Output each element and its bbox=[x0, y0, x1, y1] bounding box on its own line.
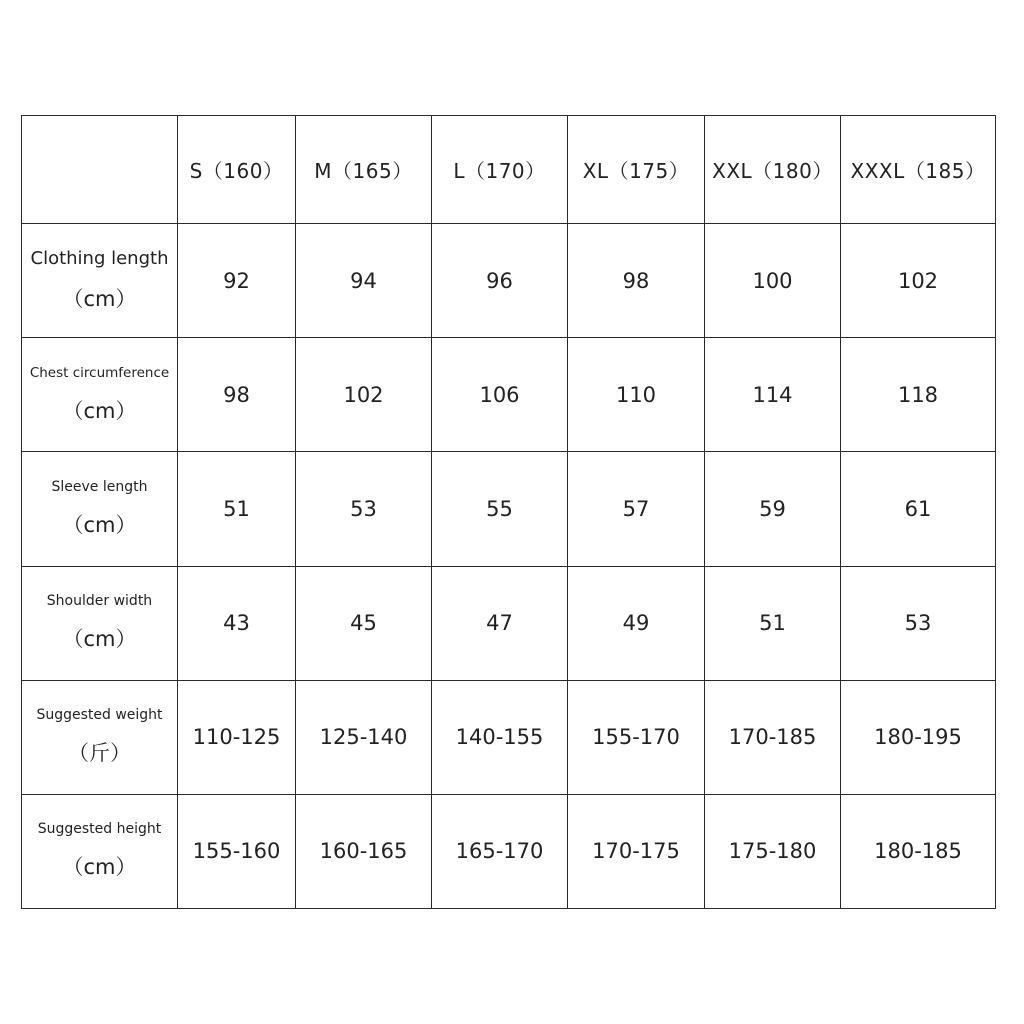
cell-value: 53 bbox=[350, 496, 377, 521]
table-cell bbox=[568, 566, 705, 680]
cell-value: 98 bbox=[223, 382, 250, 407]
cell-value: 55 bbox=[486, 496, 513, 521]
cell-value: 102 bbox=[343, 382, 384, 407]
row-header bbox=[22, 338, 178, 452]
corner-cell bbox=[22, 116, 178, 224]
row-unit: （cm） bbox=[62, 287, 137, 312]
cell-value: 170-175 bbox=[592, 839, 680, 864]
table-cell bbox=[841, 680, 996, 794]
table-row-shoulder-width bbox=[22, 566, 996, 680]
table-cell bbox=[178, 224, 296, 338]
column-header-m bbox=[296, 116, 432, 224]
cell-value: 51 bbox=[759, 611, 786, 636]
table-cell bbox=[296, 794, 432, 908]
column-header-l bbox=[432, 116, 568, 224]
table-cell bbox=[296, 680, 432, 794]
table-cell bbox=[432, 680, 568, 794]
cell-value: 170-185 bbox=[728, 725, 817, 750]
table-cell bbox=[841, 452, 996, 566]
table-row-clothing-length bbox=[22, 224, 996, 338]
row-label: Sleeve length bbox=[51, 478, 148, 495]
table-cell bbox=[296, 566, 432, 680]
table-cell bbox=[568, 224, 705, 338]
header-row bbox=[22, 116, 996, 224]
column-label: XXXL（185） bbox=[850, 159, 986, 184]
table-cell bbox=[178, 338, 296, 452]
row-unit: （cm） bbox=[62, 512, 137, 537]
table-cell bbox=[568, 680, 705, 794]
table-row-suggested-height bbox=[22, 794, 996, 908]
table-cell bbox=[432, 794, 568, 908]
table-cell bbox=[432, 566, 568, 680]
cell-value: 155-160 bbox=[192, 839, 281, 864]
column-label: XL（175） bbox=[582, 159, 690, 184]
table-cell bbox=[296, 452, 432, 566]
row-header bbox=[22, 680, 178, 794]
cell-value: 49 bbox=[622, 611, 650, 636]
cell-value: 100 bbox=[752, 268, 793, 293]
cell-value: 110 bbox=[615, 382, 657, 407]
table-cell bbox=[568, 452, 705, 566]
table-cell bbox=[841, 224, 996, 338]
table-cell bbox=[178, 794, 296, 908]
cell-value: 98 bbox=[622, 268, 650, 293]
column-header-xxxl bbox=[841, 116, 996, 224]
cell-value: 59 bbox=[759, 496, 786, 521]
row-label: Shoulder width bbox=[46, 593, 153, 610]
cell-value: 106 bbox=[479, 382, 520, 407]
table-row-suggested-weight bbox=[22, 680, 996, 794]
column-label: L（170） bbox=[453, 159, 546, 184]
cell-value: 45 bbox=[350, 611, 377, 636]
table-row-sleeve-length bbox=[22, 452, 996, 566]
column-label: S（160） bbox=[189, 159, 284, 184]
cell-value: 61 bbox=[904, 496, 932, 521]
table-cell bbox=[432, 224, 568, 338]
cell-value: 110-125 bbox=[192, 725, 281, 750]
cell-value: 92 bbox=[223, 268, 250, 293]
table-cell bbox=[705, 338, 841, 452]
cell-value: 102 bbox=[897, 268, 939, 293]
cell-value: 43 bbox=[223, 611, 250, 636]
cell-value: 180-185 bbox=[874, 839, 962, 864]
row-label: Clothing length bbox=[30, 248, 169, 270]
cell-value: 114 bbox=[752, 382, 793, 407]
table-cell bbox=[178, 680, 296, 794]
cell-value: 96 bbox=[486, 268, 513, 293]
table-cell bbox=[841, 794, 996, 908]
table-cell bbox=[705, 794, 841, 908]
cell-value: 180-195 bbox=[874, 725, 962, 750]
table-cell bbox=[705, 680, 841, 794]
cell-value: 51 bbox=[223, 496, 250, 521]
row-header bbox=[22, 224, 178, 338]
row-unit: （斤） bbox=[68, 741, 131, 766]
row-label: Suggested height bbox=[37, 821, 162, 838]
cell-value: 155-170 bbox=[592, 725, 680, 750]
table-cell bbox=[841, 338, 996, 452]
column-label: M（165） bbox=[314, 159, 413, 184]
cell-value: 175-180 bbox=[728, 839, 817, 864]
table-cell bbox=[705, 566, 841, 680]
row-unit: （cm） bbox=[62, 627, 137, 652]
size-chart-table bbox=[21, 115, 996, 909]
cell-value: 160-165 bbox=[319, 839, 408, 864]
column-header-s bbox=[178, 116, 296, 224]
table-cell bbox=[568, 794, 705, 908]
table-cell bbox=[296, 224, 432, 338]
cell-value: 94 bbox=[350, 268, 377, 293]
cell-value: 57 bbox=[622, 496, 650, 521]
table-cell bbox=[296, 338, 432, 452]
table-cell bbox=[178, 566, 296, 680]
table-cell bbox=[432, 452, 568, 566]
column-header-xl bbox=[568, 116, 705, 224]
table-cell bbox=[432, 338, 568, 452]
row-header bbox=[22, 452, 178, 566]
table-cell bbox=[568, 338, 705, 452]
cell-value: 53 bbox=[904, 611, 932, 636]
row-header bbox=[22, 794, 178, 908]
row-label: Chest circumference bbox=[29, 364, 170, 381]
row-header bbox=[22, 566, 178, 680]
cell-value: 118 bbox=[897, 382, 939, 407]
cell-value: 140-155 bbox=[455, 725, 544, 750]
row-unit: （cm） bbox=[62, 855, 137, 880]
table-cell bbox=[705, 452, 841, 566]
column-header-xxl bbox=[705, 116, 841, 224]
table-row-chest-circumference bbox=[22, 338, 996, 452]
table-cell bbox=[705, 224, 841, 338]
cell-value: 125-140 bbox=[319, 725, 408, 750]
row-label: Suggested weight bbox=[36, 707, 163, 724]
row-unit: （cm） bbox=[62, 398, 137, 423]
cell-value: 165-170 bbox=[455, 839, 544, 864]
cell-value: 47 bbox=[486, 611, 513, 636]
table-cell bbox=[178, 452, 296, 566]
table-cell bbox=[841, 566, 996, 680]
column-label: XXL（180） bbox=[712, 159, 833, 184]
